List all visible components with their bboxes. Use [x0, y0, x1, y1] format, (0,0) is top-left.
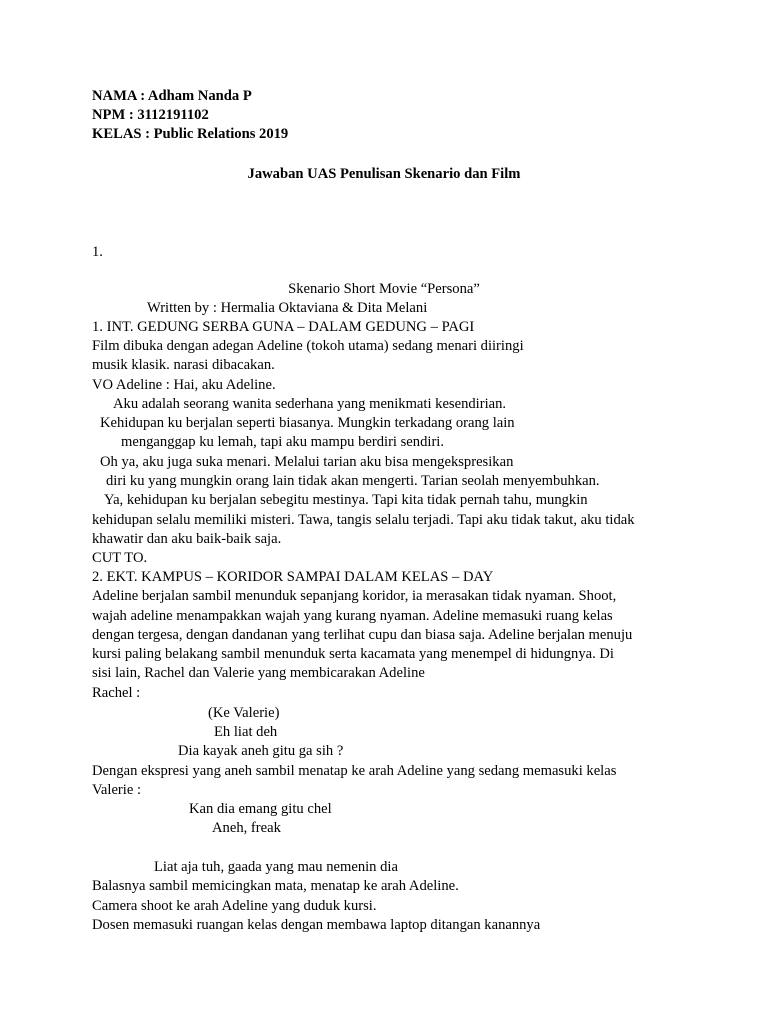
student-name: NAMA : Adham Nanda P	[92, 88, 252, 104]
dialogue-line: Aneh, freak	[212, 820, 281, 836]
script-line: kursi paling belakang sambil menunduk serta kacamata yang menempel di hidungnya. Di	[92, 646, 614, 662]
script-line: sisi lain, Rachel dan Valerie yang membicarakan Adeline	[92, 665, 425, 681]
student-class: KELAS : Public Relations 2019	[92, 126, 289, 142]
script-line: Kehidupan ku berjalan seperti biasanya. Mungkin terkadang orang lain	[100, 415, 515, 431]
script-line: Oh ya, aku juga suka menari. Melalui tarian aku bisa mengekspresikan	[100, 454, 514, 470]
dialogue-line: Liat aja tuh, gaada yang mau nemenin dia	[154, 859, 398, 875]
question-number: 1.	[92, 244, 103, 260]
script-line: dengan tergesa, dengan dandanan yang terlihat cupu dan biasa saja. Adeline berjalan menuju	[92, 627, 633, 643]
script-line: Adeline berjalan sambil menunduk sepanjang koridor, ia merasakan tidak nyaman. Shoot,	[92, 588, 617, 604]
script-line: Film dibuka dengan adegan Adeline (tokoh utama) sedang menari diiringi	[92, 338, 524, 354]
script-line: wajah adeline menampakkan wajah yang kurang nyaman. Adeline memasuki ruang kelas	[92, 608, 613, 624]
script-line: musik klasik. narasi dibacakan.	[92, 357, 275, 373]
script-line: khawatir dan aku baik-baik saja.	[92, 531, 282, 547]
transition: CUT TO.	[92, 550, 148, 566]
script-line: Balasnya sambil memicingkan mata, menatap ke arah Adeline.	[92, 878, 459, 894]
script-authors: Written by : Hermalia Oktaviana & Dita Melani	[147, 300, 428, 316]
script-line: Aku adalah seorang wanita sederhana yang menikmati kesendirian.	[113, 396, 507, 412]
script-line: kehidupan selalu memiliki misteri. Tawa, tangis selalu terjadi. Tapi aku tidak takut, aku tidak	[92, 512, 635, 528]
character-name: Rachel :	[92, 685, 141, 701]
dialogue-line: Kan dia emang gitu chel	[189, 801, 332, 817]
scene-heading-1: 1. INT. GEDUNG SERBA GUNA – DALAM GEDUNG – PAGI	[92, 319, 475, 335]
script-line: Ya, kehidupan ku berjalan sebegitu mestinya. Tapi kita tidak pernah tahu, mungkin	[104, 492, 588, 508]
dialogue-line: Dia kayak aneh gitu ga sih ?	[178, 743, 344, 759]
scene-heading-2: 2. EKT. KAMPUS – KORIDOR SAMPAI DALAM KELAS – DAY	[92, 569, 494, 585]
character-name: Valerie :	[92, 782, 142, 798]
script-line: VO Adeline : Hai, aku Adeline.	[92, 377, 276, 393]
script-title: Skenario Short Movie “Persona”	[288, 281, 480, 297]
script-line: Dengan ekspresi yang aneh sambil menatap ke arah Adeline yang sedang memasuki kelas	[92, 763, 617, 779]
student-npm: NPM : 3112191102	[92, 107, 209, 123]
parenthetical: (Ke Valerie)	[208, 705, 280, 721]
script-line: diri ku yang mungkin orang lain tidak akan mengerti. Tarian seolah menyembuhkan.	[106, 473, 600, 489]
script-line: menganggap ku lemah, tapi aku mampu berdiri sendiri.	[121, 434, 445, 450]
script-line: Camera shoot ke arah Adeline yang duduk kursi.	[92, 898, 377, 914]
script-line: Dosen memasuki ruangan kelas dengan membawa laptop ditangan kanannya	[92, 917, 541, 933]
dialogue-line: Eh liat deh	[214, 724, 278, 740]
document-title: Jawaban UAS Penulisan Skenario dan Film	[247, 166, 521, 182]
